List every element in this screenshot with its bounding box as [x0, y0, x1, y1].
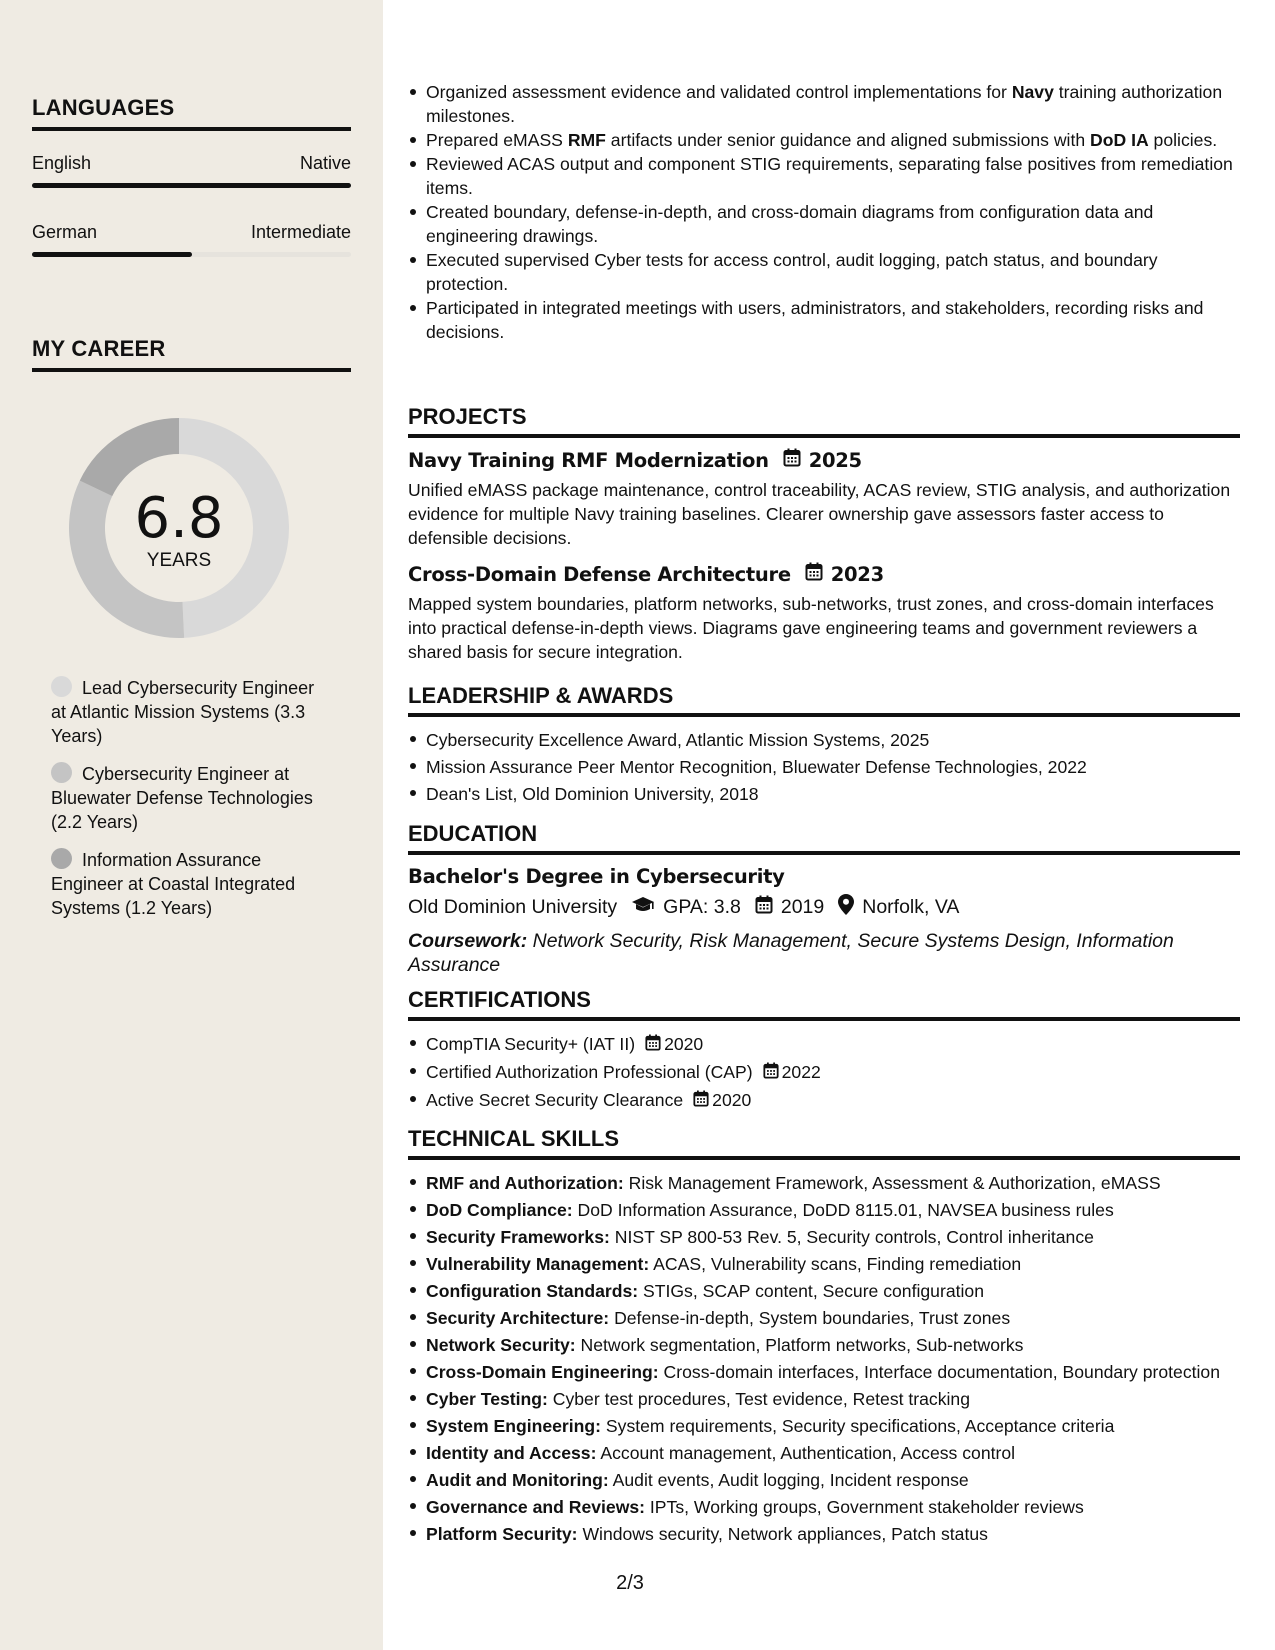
- language-name: English: [32, 153, 92, 173]
- certification-item: Active Secret Security Clearance 2020: [408, 1087, 1240, 1115]
- skill-item: [408, 1305, 1240, 1332]
- skill-values: Risk Management Framework, Assessment & Authorization, eMASS: [628, 1173, 1161, 1193]
- education-section: [408, 821, 1240, 977]
- calendar-icon: [693, 1088, 709, 1115]
- education-meta-row: [408, 894, 1240, 921]
- career-legend-dot: [51, 848, 72, 869]
- language-level: Intermediate: [250, 222, 351, 242]
- skill-category: DoD Compliance:: [426, 1200, 573, 1220]
- leadership-heading: LEADERSHIP & AWARDS: [408, 683, 1240, 717]
- experience-bullet: Created boundary, defense-in-depth, and cross-domain diagrams from configuration data and engineering drawings.: [408, 200, 1240, 248]
- project-description: Mapped system boundaries, platform networks, sub-networks, trust zones, and cross-domain interfaces into practical defense-in-depth views. Diagrams gave engineering teams and government reviewers a shared basis for secure integration.: [408, 594, 1214, 662]
- experience-bullet: Participated in integrated meetings with users, administrators, and stakeholders, recording risks and decisions.: [408, 296, 1240, 344]
- career-legend-item: [51, 762, 331, 834]
- languages-heading: LANGUAGES: [32, 95, 351, 131]
- school-location: Norfolk, VA: [862, 896, 960, 918]
- calendar-icon: [755, 895, 773, 920]
- experience-bullet-list: [408, 80, 1240, 344]
- experience-bullet: Executed supervised Cyber tests for access control, audit logging, patch status, and boundary protection.: [408, 248, 1240, 296]
- project-name: Navy Training RMF Modernization: [408, 448, 769, 472]
- coursework-label: Coursework:: [408, 930, 528, 952]
- leadership-section: [408, 683, 1240, 808]
- skill-values: Defense-in-depth, System boundaries, Trust zones: [614, 1308, 1011, 1328]
- award-item: Mission Assurance Peer Mentor Recognition, Bluewater Defense Technologies, 2022: [408, 754, 1240, 781]
- skill-values: NIST SP 800-53 Rev. 5, Security controls, Control inheritance: [614, 1227, 1094, 1247]
- certification-year: 2020: [664, 1034, 704, 1054]
- skill-values: ACAS, Vulnerability scans, Finding remediation: [653, 1254, 1022, 1274]
- skill-item: [408, 1467, 1240, 1494]
- skill-values: STIGs, SCAP content, Secure configuration: [643, 1281, 984, 1301]
- experience-bullet: Prepared eMASS RMF artifacts under senior guidance and aligned submissions with DoD IA policies.: [408, 128, 1240, 152]
- skill-values: IPTs, Working groups, Government stakeholder reviews: [649, 1497, 1084, 1517]
- calendar-icon: [645, 1032, 661, 1059]
- skill-item: [408, 1170, 1240, 1197]
- skills-section: [408, 1126, 1240, 1548]
- skill-category: Cyber Testing:: [426, 1389, 548, 1409]
- skill-category: Platform Security:: [426, 1524, 578, 1544]
- sidebar: [0, 0, 383, 1650]
- calendar-icon: [783, 448, 801, 472]
- certification-year: 2022: [781, 1061, 821, 1082]
- language-proficiency-fill: [32, 252, 192, 257]
- projects-section: [408, 404, 1240, 664]
- location-pin-icon: [838, 894, 854, 921]
- leadership-list: [408, 727, 1240, 808]
- skill-item: [408, 1332, 1240, 1359]
- skill-category: RMF and Authorization:: [426, 1173, 624, 1193]
- career-legend-label: Information Assurance Engineer at Coastal Integrated Systems (1.2 Years): [51, 850, 296, 918]
- career-total-unit: YEARS: [146, 550, 212, 571]
- experience-bullet: Reviewed ACAS output and component STIG requirements, separating false positives from remediation items.: [408, 152, 1240, 200]
- skill-values: Windows security, Network appliances, Patch status: [582, 1524, 988, 1544]
- skill-values: Audit events, Audit logging, Incident response: [612, 1470, 969, 1490]
- award-item: Cybersecurity Excellence Award, Atlantic Mission Systems, 2025: [408, 727, 1240, 754]
- skill-category: Vulnerability Management:: [426, 1254, 650, 1274]
- skill-item: [408, 1224, 1240, 1251]
- skill-item: [408, 1278, 1240, 1305]
- education-heading: EDUCATION: [408, 821, 1240, 855]
- skill-values: Cross-domain interfaces, Interface documentation, Boundary protection: [663, 1362, 1221, 1382]
- skill-values: DoD Information Assurance, DoDD 8115.01, NAVSEA business rules: [577, 1200, 1114, 1220]
- project-year: 2025: [808, 448, 862, 472]
- certification-item: CompTIA Security+ (IAT II) 2020: [408, 1031, 1240, 1059]
- certifications-list: [408, 1031, 1240, 1115]
- page-number: 2/3: [616, 1572, 644, 1594]
- project-year: 2023: [830, 562, 884, 586]
- skill-category: System Engineering:: [426, 1416, 602, 1436]
- skill-values: Network segmentation, Platform networks, Sub-networks: [580, 1335, 1024, 1355]
- certifications-section: [408, 987, 1240, 1115]
- school-name: Old Dominion University: [408, 896, 618, 918]
- career-legend-dot: [51, 762, 72, 783]
- skill-values: Account management, Authentication, Access control: [600, 1443, 1016, 1463]
- skill-item: [408, 1440, 1240, 1467]
- degree-title: Bachelor's Degree in Cybersecurity: [408, 865, 785, 888]
- skills-list: [408, 1170, 1240, 1548]
- certification-year: 2020: [712, 1089, 752, 1110]
- skill-category: Configuration Standards:: [426, 1281, 639, 1301]
- certification-item: Certified Authorization Professional (CAP) 2022: [408, 1059, 1240, 1087]
- skill-category: Identity and Access:: [426, 1443, 597, 1463]
- skill-category: Security Frameworks:: [426, 1227, 610, 1247]
- career-legend-label: Lead Cybersecurity Engineer at Atlantic Mission Systems (3.3 Years): [51, 678, 315, 746]
- projects-heading: PROJECTS: [408, 404, 1240, 438]
- skill-item: [408, 1386, 1240, 1413]
- career-legend-item: [51, 676, 331, 748]
- project-name: Cross-Domain Defense Architecture: [408, 562, 791, 586]
- graduation-year: 2019: [780, 896, 825, 918]
- language-proficiency-fill: [32, 183, 351, 188]
- career-total-years: 6.8: [134, 486, 224, 551]
- career-legend-item: [51, 848, 331, 920]
- language-name: German: [32, 222, 98, 242]
- calendar-icon: [763, 1060, 779, 1087]
- skill-category: Governance and Reviews:: [426, 1497, 646, 1517]
- language-item: [32, 222, 351, 282]
- coursework: [408, 929, 1240, 977]
- calendar-icon: [805, 562, 823, 586]
- language-level: Native: [299, 153, 351, 173]
- gpa: GPA: 3.8: [663, 896, 741, 918]
- skill-item: [408, 1197, 1240, 1224]
- language-item: [32, 153, 351, 213]
- graduation-cap-icon: [631, 896, 655, 920]
- project-title-row: [408, 448, 1240, 472]
- language-proficiency-bar: [32, 252, 351, 257]
- language-proficiency-bar: [32, 183, 351, 188]
- project-description: Unified eMASS package maintenance, control traceability, ACAS review, STIG analysis, and authorization evidence for multiple Navy training baselines. Clearer ownership gave assessors faster access to defensible decisions.: [408, 480, 1231, 548]
- coursework-list: Network Security, Risk Management, Secure Systems Design, Information Assurance: [408, 930, 1174, 976]
- skill-item: [408, 1251, 1240, 1278]
- skill-values: System requirements, Security specifications, Acceptance criteria: [605, 1416, 1115, 1436]
- certifications-heading: CERTIFICATIONS: [408, 987, 1240, 1021]
- skill-category: Audit and Monitoring:: [426, 1470, 609, 1490]
- skill-category: Security Architecture:: [426, 1308, 610, 1328]
- skill-category: Network Security:: [426, 1335, 576, 1355]
- award-item: Dean's List, Old Dominion University, 2018: [408, 781, 1240, 808]
- skill-item: [408, 1494, 1240, 1521]
- project-title-row: [408, 562, 1240, 586]
- career-legend-label: Cybersecurity Engineer at Bluewater Defense Technologies (2.2 Years): [51, 764, 313, 832]
- skill-item: [408, 1359, 1240, 1386]
- career-donut-slice: [80, 418, 179, 496]
- skill-values: Cyber test procedures, Test evidence, Retest tracking: [552, 1389, 971, 1409]
- skill-category: Cross-Domain Engineering:: [426, 1362, 659, 1382]
- skills-heading: TECHNICAL SKILLS: [408, 1126, 1240, 1160]
- skill-item: [408, 1413, 1240, 1440]
- career-heading: MY CAREER: [32, 336, 351, 372]
- skill-item: [408, 1521, 1240, 1548]
- experience-bullet: Organized assessment evidence and validated control implementations for Navy training authorization milestones.: [408, 80, 1240, 128]
- career-legend-dot: [51, 676, 72, 697]
